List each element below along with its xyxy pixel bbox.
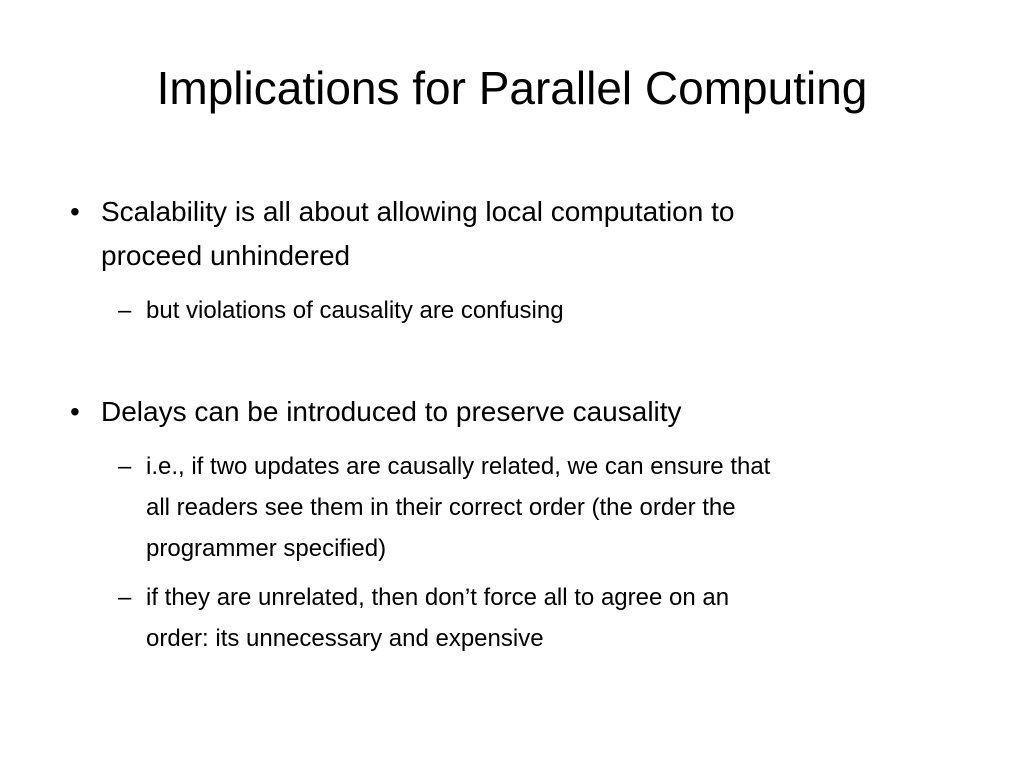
sub-bullet-text <box>146 577 966 659</box>
sub-bullet-line: i.e., if two updates are causally related, we can ensure that <box>146 453 771 480</box>
sub-bullet-text <box>146 290 966 331</box>
bullet-text <box>101 190 961 278</box>
sub-bullet-line: programmer specified) <box>146 535 387 562</box>
sub-bullet-line: if they are unrelated, then don’t force all to agree on an <box>146 584 730 611</box>
sub-bullet-line: all readers see them in their correct order (the order the <box>146 494 736 521</box>
sub-bullet-text <box>146 446 966 569</box>
sub-bullet-marker: – <box>118 453 132 480</box>
bullet-line: proceed unhindered <box>101 240 351 271</box>
sub-bullet-marker: – <box>118 297 132 324</box>
bullet-line: Delays can be introduced to preserve causality <box>101 396 682 427</box>
bullet-marker: • <box>70 396 80 427</box>
slide-title: Implications for Parallel Computing <box>156 62 868 114</box>
bullet-line: Scalability is all about allowing local computation to <box>101 196 735 227</box>
bullet-text <box>101 390 961 434</box>
bullet-marker: • <box>70 196 80 227</box>
sub-bullet-marker: – <box>118 584 132 611</box>
sub-bullet-line: but violations of causality are confusing <box>146 297 564 324</box>
sub-bullet-line: order: its unnecessary and expensive <box>146 625 544 652</box>
